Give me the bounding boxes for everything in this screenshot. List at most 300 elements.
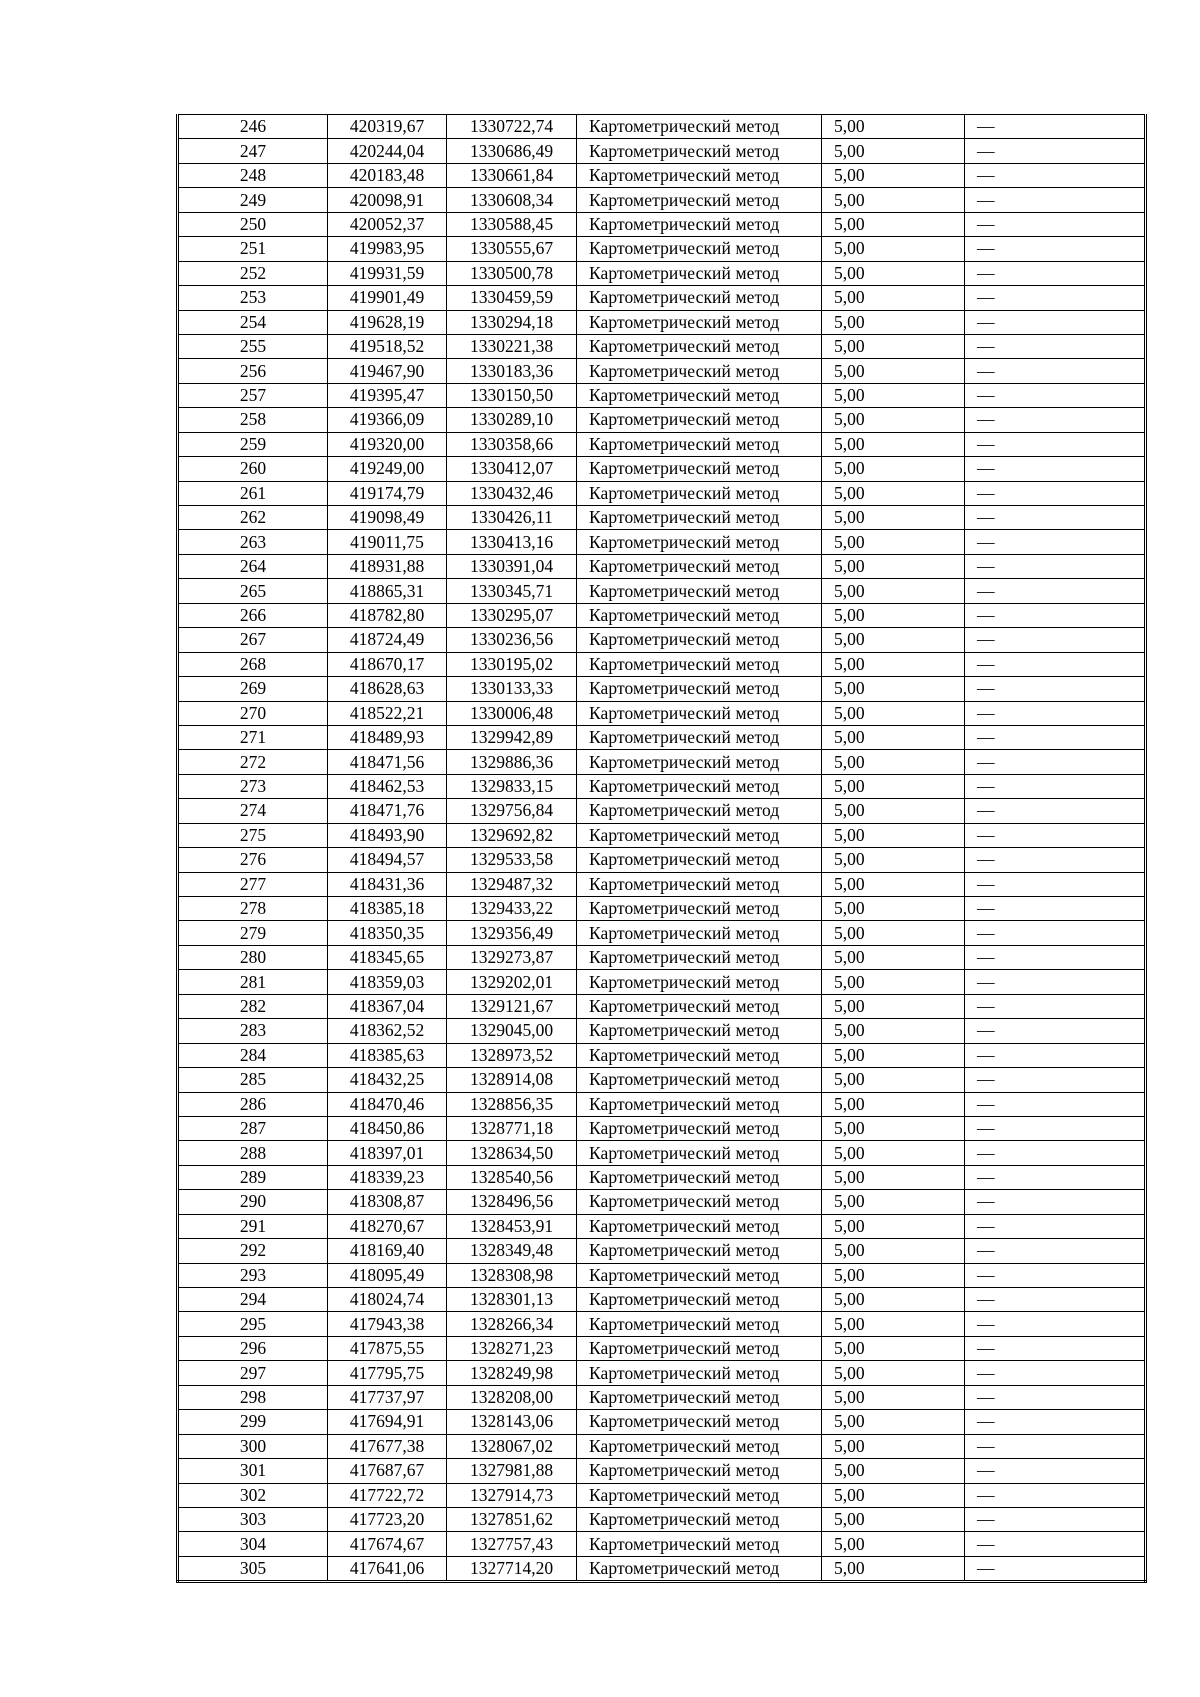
x-coordinate-cell: 418308,87 [328,1190,447,1214]
method-cell: Картометрический метод [577,1459,822,1483]
point-number-cell: 266 [178,603,328,627]
point-number-cell: 273 [178,774,328,798]
table-row [178,1141,1146,1165]
method-cell: Картометрический метод [577,1019,822,1043]
table-row [178,1092,1146,1116]
table-row [178,1288,1146,1312]
method-cell: Картометрический метод [577,1410,822,1434]
y-coordinate-cell: 1329833,15 [447,774,577,798]
x-coordinate-cell: 418345,65 [328,945,447,969]
point-number-cell: 262 [178,506,328,530]
point-number-cell: 248 [178,163,328,187]
method-cell: Картометрический метод [577,701,822,725]
accuracy-cell: 5,00 [822,1312,965,1336]
method-cell: Картометрический метод [577,1288,822,1312]
table-row [178,970,1146,994]
method-cell: Картометрический метод [577,628,822,652]
y-coordinate-cell: 1329045,00 [447,1019,577,1043]
accuracy-cell: 5,00 [822,701,965,725]
point-number-cell: 298 [178,1385,328,1409]
y-coordinate-cell: 1330195,02 [447,652,577,676]
point-number-cell: 265 [178,579,328,603]
table-row [178,163,1146,187]
table-row [178,579,1146,603]
point-number-cell: 264 [178,554,328,578]
accuracy-cell: 5,00 [822,1336,965,1360]
table-row [178,1068,1146,1092]
accuracy-cell: 5,00 [822,1410,965,1434]
accuracy-cell: 5,00 [822,554,965,578]
table-row [178,994,1146,1018]
x-coordinate-cell: 419249,00 [328,457,447,481]
description-cell: — [965,677,1146,701]
y-coordinate-cell: 1330183,36 [447,359,577,383]
point-number-cell: 293 [178,1263,328,1287]
x-coordinate-cell: 417943,38 [328,1312,447,1336]
method-cell: Картометрический метод [577,603,822,627]
table-row [178,1019,1146,1043]
x-coordinate-cell: 417674,67 [328,1532,447,1556]
coordinates-table [176,114,1147,1583]
point-number-cell: 305 [178,1556,328,1581]
accuracy-cell: 5,00 [822,1434,965,1458]
accuracy-cell: 5,00 [822,310,965,334]
description-cell: — [965,481,1146,505]
description-cell: — [965,1556,1146,1581]
description-cell: — [965,383,1146,407]
x-coordinate-cell: 419901,49 [328,286,447,310]
point-number-cell: 302 [178,1483,328,1507]
point-number-cell: 253 [178,286,328,310]
method-cell: Картометрический метод [577,872,822,896]
y-coordinate-cell: 1329756,84 [447,799,577,823]
x-coordinate-cell: 418450,86 [328,1116,447,1140]
method-cell: Картометрический метод [577,261,822,285]
table-row [178,652,1146,676]
method-cell: Картометрический метод [577,970,822,994]
description-cell: — [965,1336,1146,1360]
accuracy-cell: 5,00 [822,408,965,432]
table-row [178,1434,1146,1458]
point-number-cell: 261 [178,481,328,505]
accuracy-cell: 5,00 [822,286,965,310]
table-row [178,750,1146,774]
accuracy-cell: 5,00 [822,1385,965,1409]
table-row [178,1459,1146,1483]
x-coordinate-cell: 418350,35 [328,921,447,945]
method-cell: Картометрический метод [577,481,822,505]
description-cell: — [965,848,1146,872]
method-cell: Картометрический метод [577,1263,822,1287]
accuracy-cell: 5,00 [822,457,965,481]
method-cell: Картометрический метод [577,383,822,407]
point-number-cell: 282 [178,994,328,1018]
y-coordinate-cell: 1330459,59 [447,286,577,310]
description-cell: — [965,139,1146,163]
method-cell: Картометрический метод [577,994,822,1018]
table-row [178,1263,1146,1287]
y-coordinate-cell: 1329692,82 [447,823,577,847]
method-cell: Картометрический метод [577,163,822,187]
table-row [178,725,1146,749]
table-row [178,408,1146,432]
x-coordinate-cell: 418724,49 [328,628,447,652]
x-coordinate-cell: 418628,63 [328,677,447,701]
point-number-cell: 267 [178,628,328,652]
y-coordinate-cell: 1330358,66 [447,432,577,456]
x-coordinate-cell: 419628,19 [328,310,447,334]
point-number-cell: 249 [178,188,328,212]
table-row [178,872,1146,896]
point-number-cell: 283 [178,1019,328,1043]
y-coordinate-cell: 1330661,84 [447,163,577,187]
point-number-cell: 292 [178,1239,328,1263]
point-number-cell: 246 [178,115,328,139]
method-cell: Картометрический метод [577,1190,822,1214]
table-row [178,921,1146,945]
point-number-cell: 247 [178,139,328,163]
method-cell: Картометрический метод [577,408,822,432]
x-coordinate-cell: 417694,91 [328,1410,447,1434]
accuracy-cell: 5,00 [822,237,965,261]
x-coordinate-cell: 418471,76 [328,799,447,823]
method-cell: Картометрический метод [577,1556,822,1581]
point-number-cell: 259 [178,432,328,456]
accuracy-cell: 5,00 [822,261,965,285]
method-cell: Картометрический метод [577,1361,822,1385]
table-row [178,359,1146,383]
y-coordinate-cell: 1328634,50 [447,1141,577,1165]
method-cell: Картометрический метод [577,212,822,236]
method-cell: Картометрический метод [577,1214,822,1238]
table-row [178,1532,1146,1556]
accuracy-cell: 5,00 [822,1116,965,1140]
description-cell: — [965,334,1146,358]
method-cell: Картометрический метод [577,1092,822,1116]
x-coordinate-cell: 418431,36 [328,872,447,896]
point-number-cell: 263 [178,530,328,554]
y-coordinate-cell: 1330150,50 [447,383,577,407]
table-row [178,212,1146,236]
point-number-cell: 268 [178,652,328,676]
accuracy-cell: 5,00 [822,1214,965,1238]
method-cell: Картометрический метод [577,286,822,310]
description-cell: — [965,628,1146,652]
description-cell: — [965,1239,1146,1263]
y-coordinate-cell: 1329121,67 [447,994,577,1018]
method-cell: Картометрический метод [577,848,822,872]
x-coordinate-cell: 417677,38 [328,1434,447,1458]
description-cell: — [965,1092,1146,1116]
accuracy-cell: 5,00 [822,1507,965,1531]
table-row [178,897,1146,921]
accuracy-cell: 5,00 [822,1092,965,1116]
description-cell: — [965,359,1146,383]
x-coordinate-cell: 419931,59 [328,261,447,285]
y-coordinate-cell: 1328349,48 [447,1239,577,1263]
point-number-cell: 291 [178,1214,328,1238]
description-cell: — [965,1312,1146,1336]
method-cell: Картометрический метод [577,334,822,358]
accuracy-cell: 5,00 [822,432,965,456]
table-row [178,774,1146,798]
point-number-cell: 269 [178,677,328,701]
y-coordinate-cell: 1329202,01 [447,970,577,994]
y-coordinate-cell: 1328271,23 [447,1336,577,1360]
method-cell: Картометрический метод [577,188,822,212]
point-number-cell: 296 [178,1336,328,1360]
x-coordinate-cell: 420319,67 [328,115,447,139]
method-cell: Картометрический метод [577,1141,822,1165]
table-body [178,115,1146,1582]
table-row [178,823,1146,847]
x-coordinate-cell: 418359,03 [328,970,447,994]
point-number-cell: 295 [178,1312,328,1336]
description-cell: — [965,701,1146,725]
y-coordinate-cell: 1328249,98 [447,1361,577,1385]
table-row [178,701,1146,725]
accuracy-cell: 5,00 [822,848,965,872]
method-cell: Картометрический метод [577,1336,822,1360]
table-row [178,554,1146,578]
table-row [178,188,1146,212]
y-coordinate-cell: 1328143,06 [447,1410,577,1434]
x-coordinate-cell: 418782,80 [328,603,447,627]
description-cell: — [965,1507,1146,1531]
accuracy-cell: 5,00 [822,1190,965,1214]
x-coordinate-cell: 419320,00 [328,432,447,456]
y-coordinate-cell: 1330294,18 [447,310,577,334]
y-coordinate-cell: 1327914,73 [447,1483,577,1507]
accuracy-cell: 5,00 [822,1141,965,1165]
table-row [178,334,1146,358]
accuracy-cell: 5,00 [822,823,965,847]
y-coordinate-cell: 1330221,38 [447,334,577,358]
table-row [178,1385,1146,1409]
method-cell: Картометрический метод [577,921,822,945]
accuracy-cell: 5,00 [822,383,965,407]
point-number-cell: 257 [178,383,328,407]
y-coordinate-cell: 1330236,56 [447,628,577,652]
accuracy-cell: 5,00 [822,188,965,212]
method-cell: Картометрический метод [577,897,822,921]
description-cell: — [965,261,1146,285]
method-cell: Картометрический метод [577,554,822,578]
y-coordinate-cell: 1328540,56 [447,1165,577,1189]
y-coordinate-cell: 1330555,67 [447,237,577,261]
point-number-cell: 297 [178,1361,328,1385]
accuracy-cell: 5,00 [822,799,965,823]
accuracy-cell: 5,00 [822,1483,965,1507]
x-coordinate-cell: 418931,88 [328,554,447,578]
description-cell: — [965,115,1146,139]
description-cell: — [965,530,1146,554]
accuracy-cell: 5,00 [822,725,965,749]
x-coordinate-cell: 418494,57 [328,848,447,872]
x-coordinate-cell: 418169,40 [328,1239,447,1263]
x-coordinate-cell: 418471,56 [328,750,447,774]
y-coordinate-cell: 1329886,36 [447,750,577,774]
point-number-cell: 286 [178,1092,328,1116]
y-coordinate-cell: 1328453,91 [447,1214,577,1238]
table-row [178,1165,1146,1189]
description-cell: — [965,1410,1146,1434]
method-cell: Картометрический метод [577,1312,822,1336]
table-row [178,1556,1146,1581]
method-cell: Картометрический метод [577,115,822,139]
point-number-cell: 270 [178,701,328,725]
x-coordinate-cell: 418470,46 [328,1092,447,1116]
y-coordinate-cell: 1327981,88 [447,1459,577,1483]
method-cell: Картометрический метод [577,1507,822,1531]
x-coordinate-cell: 417687,67 [328,1459,447,1483]
description-cell: — [965,1116,1146,1140]
description-cell: — [965,408,1146,432]
method-cell: Картометрический метод [577,1483,822,1507]
point-number-cell: 301 [178,1459,328,1483]
x-coordinate-cell: 418367,04 [328,994,447,1018]
x-coordinate-cell: 420244,04 [328,139,447,163]
table-row [178,530,1146,554]
table-row [178,1410,1146,1434]
description-cell: — [965,1019,1146,1043]
point-number-cell: 252 [178,261,328,285]
accuracy-cell: 5,00 [822,994,965,1018]
x-coordinate-cell: 417641,06 [328,1556,447,1581]
y-coordinate-cell: 1330432,46 [447,481,577,505]
accuracy-cell: 5,00 [822,506,965,530]
x-coordinate-cell: 418362,52 [328,1019,447,1043]
point-number-cell: 275 [178,823,328,847]
accuracy-cell: 5,00 [822,579,965,603]
y-coordinate-cell: 1330608,34 [447,188,577,212]
y-coordinate-cell: 1328973,52 [447,1043,577,1067]
point-number-cell: 256 [178,359,328,383]
table-row [178,799,1146,823]
description-cell: — [965,970,1146,994]
table-row [178,603,1146,627]
accuracy-cell: 5,00 [822,139,965,163]
table-row [178,310,1146,334]
method-cell: Картометрический метод [577,359,822,383]
table-row [178,1043,1146,1067]
method-cell: Картометрический метод [577,530,822,554]
method-cell: Картометрический метод [577,750,822,774]
point-number-cell: 290 [178,1190,328,1214]
method-cell: Картометрический метод [577,310,822,334]
method-cell: Картометрический метод [577,457,822,481]
y-coordinate-cell: 1329942,89 [447,725,577,749]
y-coordinate-cell: 1327757,43 [447,1532,577,1556]
description-cell: — [965,163,1146,187]
table-row [178,432,1146,456]
y-coordinate-cell: 1328308,98 [447,1263,577,1287]
description-cell: — [965,1459,1146,1483]
description-cell: — [965,750,1146,774]
point-number-cell: 299 [178,1410,328,1434]
method-cell: Картометрический метод [577,1116,822,1140]
description-cell: — [965,921,1146,945]
y-coordinate-cell: 1327714,20 [447,1556,577,1581]
description-cell: — [965,945,1146,969]
x-coordinate-cell: 418462,53 [328,774,447,798]
description-cell: — [965,457,1146,481]
description-cell: — [965,212,1146,236]
y-coordinate-cell: 1328914,08 [447,1068,577,1092]
description-cell: — [965,823,1146,847]
x-coordinate-cell: 418670,17 [328,652,447,676]
y-coordinate-cell: 1329487,32 [447,872,577,896]
point-number-cell: 289 [178,1165,328,1189]
description-cell: — [965,872,1146,896]
accuracy-cell: 5,00 [822,652,965,676]
accuracy-cell: 5,00 [822,677,965,701]
method-cell: Картометрический метод [577,1434,822,1458]
table-row [178,457,1146,481]
y-coordinate-cell: 1330345,71 [447,579,577,603]
x-coordinate-cell: 419518,52 [328,334,447,358]
x-coordinate-cell: 419366,09 [328,408,447,432]
description-cell: — [965,1263,1146,1287]
table-row [178,1483,1146,1507]
accuracy-cell: 5,00 [822,359,965,383]
y-coordinate-cell: 1328208,00 [447,1385,577,1409]
method-cell: Картометрический метод [577,237,822,261]
description-cell: — [965,579,1146,603]
description-cell: — [965,799,1146,823]
method-cell: Картометрический метод [577,945,822,969]
method-cell: Картометрический метод [577,823,822,847]
method-cell: Картометрический метод [577,799,822,823]
y-coordinate-cell: 1330412,07 [447,457,577,481]
table-row [178,261,1146,285]
table-row [178,286,1146,310]
table-row [178,945,1146,969]
accuracy-cell: 5,00 [822,481,965,505]
description-cell: — [965,1385,1146,1409]
point-number-cell: 280 [178,945,328,969]
point-number-cell: 258 [178,408,328,432]
point-number-cell: 277 [178,872,328,896]
accuracy-cell: 5,00 [822,1019,965,1043]
x-coordinate-cell: 418397,01 [328,1141,447,1165]
point-number-cell: 294 [178,1288,328,1312]
x-coordinate-cell: 418270,67 [328,1214,447,1238]
x-coordinate-cell: 418385,63 [328,1043,447,1067]
x-coordinate-cell: 420183,48 [328,163,447,187]
y-coordinate-cell: 1329533,58 [447,848,577,872]
accuracy-cell: 5,00 [822,163,965,187]
point-number-cell: 278 [178,897,328,921]
x-coordinate-cell: 418024,74 [328,1288,447,1312]
x-coordinate-cell: 420098,91 [328,188,447,212]
accuracy-cell: 5,00 [822,1165,965,1189]
y-coordinate-cell: 1328771,18 [447,1116,577,1140]
point-number-cell: 287 [178,1116,328,1140]
method-cell: Картометрический метод [577,677,822,701]
table-row [178,139,1146,163]
accuracy-cell: 5,00 [822,1532,965,1556]
method-cell: Картометрический метод [577,1068,822,1092]
point-number-cell: 260 [178,457,328,481]
point-number-cell: 288 [178,1141,328,1165]
accuracy-cell: 5,00 [822,1361,965,1385]
accuracy-cell: 5,00 [822,1239,965,1263]
accuracy-cell: 5,00 [822,1459,965,1483]
y-coordinate-cell: 1329356,49 [447,921,577,945]
accuracy-cell: 5,00 [822,1288,965,1312]
description-cell: — [965,1068,1146,1092]
